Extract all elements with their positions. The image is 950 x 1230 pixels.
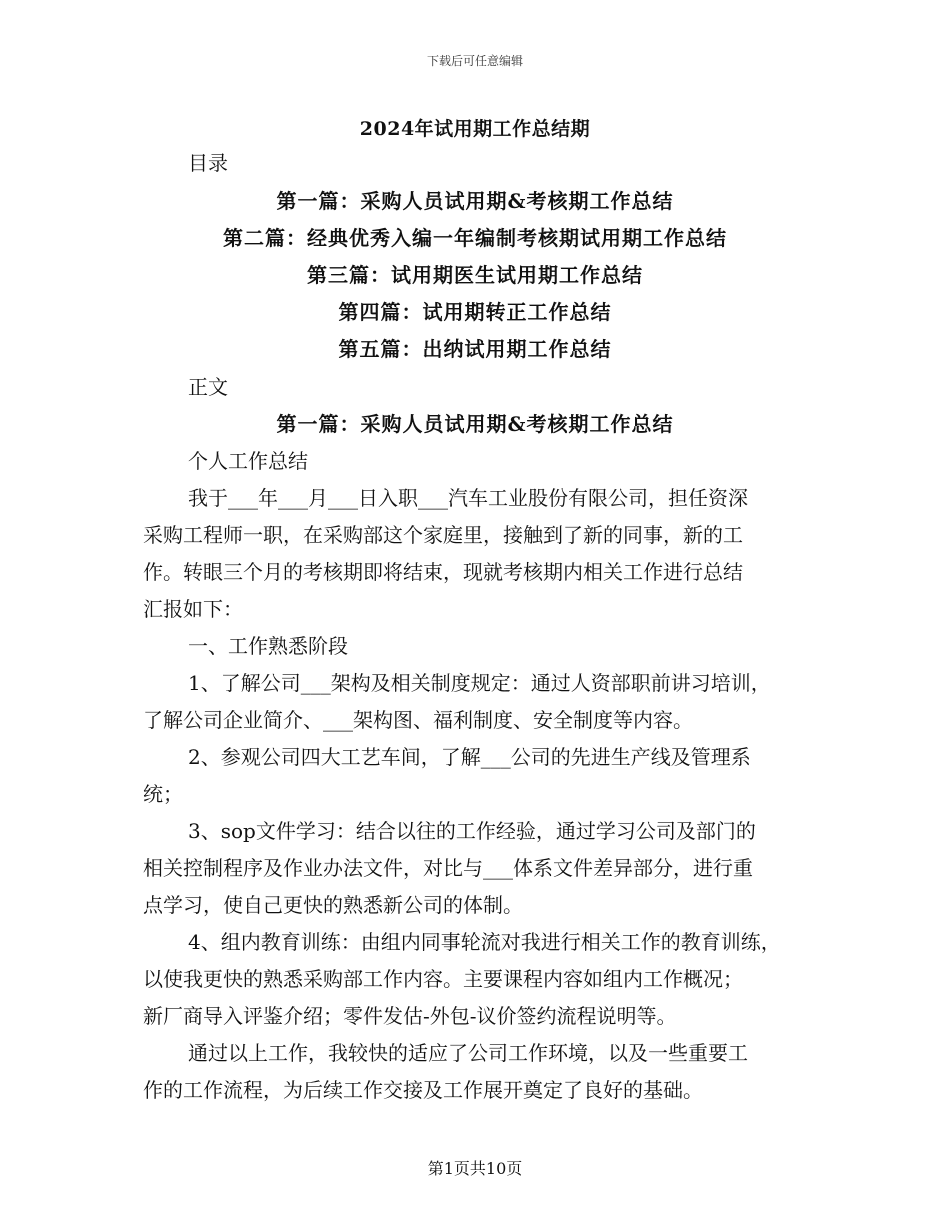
body-line: 通过以上工作，我较快的适应了公司工作环境，以及一些重要工 [188,1041,748,1065]
body-line: 了解公司企业简介、___架构图、福利制度、安全制度等内容。 [143,708,693,732]
toc-item-3: 第三篇：试用期医生试用期工作总结 [307,263,643,287]
body-line: 作。转眼三个月的考核期即将结束，现就考核期内相关工作进行总结 [143,560,743,584]
body-line: 新厂商导入评鉴介绍；零件发估-外包-议价签约流程说明等。 [143,1004,677,1028]
body-line: 我于___年___月___日入职___汽车工业股份有限公司，担任资深 [188,486,748,510]
toc-item-1: 第一篇：采购人员试用期&考核期工作总结 [276,189,674,213]
body-line: 1、了解公司___架构及相关制度规定：通过人资部职前讲习培训， [188,671,771,695]
toc-item-2: 第二篇：经典优秀入编一年编制考核期试用期工作总结 [223,226,727,250]
body-line: 采购工程师一职，在采购部这个家庭里，接触到了新的同事，新的工 [143,523,743,547]
document-title: 2024年试用期工作总结期 [359,118,591,140]
header-note: 下载后可任意编辑 [426,54,523,68]
toc-label: 目录 [188,151,228,175]
page-footer: 第1页共10页 [427,1159,523,1178]
section-heading: 第一篇：采购人员试用期&考核期工作总结 [276,412,674,436]
toc-item-5: 第五篇：出纳试用期工作总结 [338,337,612,361]
body-line: 点学习，使自己更快的熟悉新公司的体制。 [143,893,523,917]
body-line: 2、参观公司四大工艺车间，了解___公司的先进生产线及管理系 [188,745,751,769]
sub-heading: 个人工作总结 [188,449,308,473]
body-line: 统； [143,782,183,806]
body-line: 以使我更快的熟悉采购部工作内容。主要课程内容如组内工作概况； [143,967,743,991]
body-line: 作的工作流程，为后续工作交接及工作展开奠定了良好的基础。 [143,1078,703,1102]
body-line: 4、组内教育训练：由组内同事轮流对我进行相关工作的教育训练， [188,930,781,954]
body-line: 汇报如下： [143,597,243,621]
body-line: 相关控制程序及作业办法文件，对比与___体系文件差异部分，进行重 [143,856,753,880]
body-line: 一、工作熟悉阶段 [188,634,348,658]
body-label: 正文 [188,375,228,399]
body-line: 3、sop文件学习：结合以往的工作经验，通过学习公司及部门的 [188,819,756,843]
toc-item-4: 第四篇：试用期转正工作总结 [338,300,612,324]
